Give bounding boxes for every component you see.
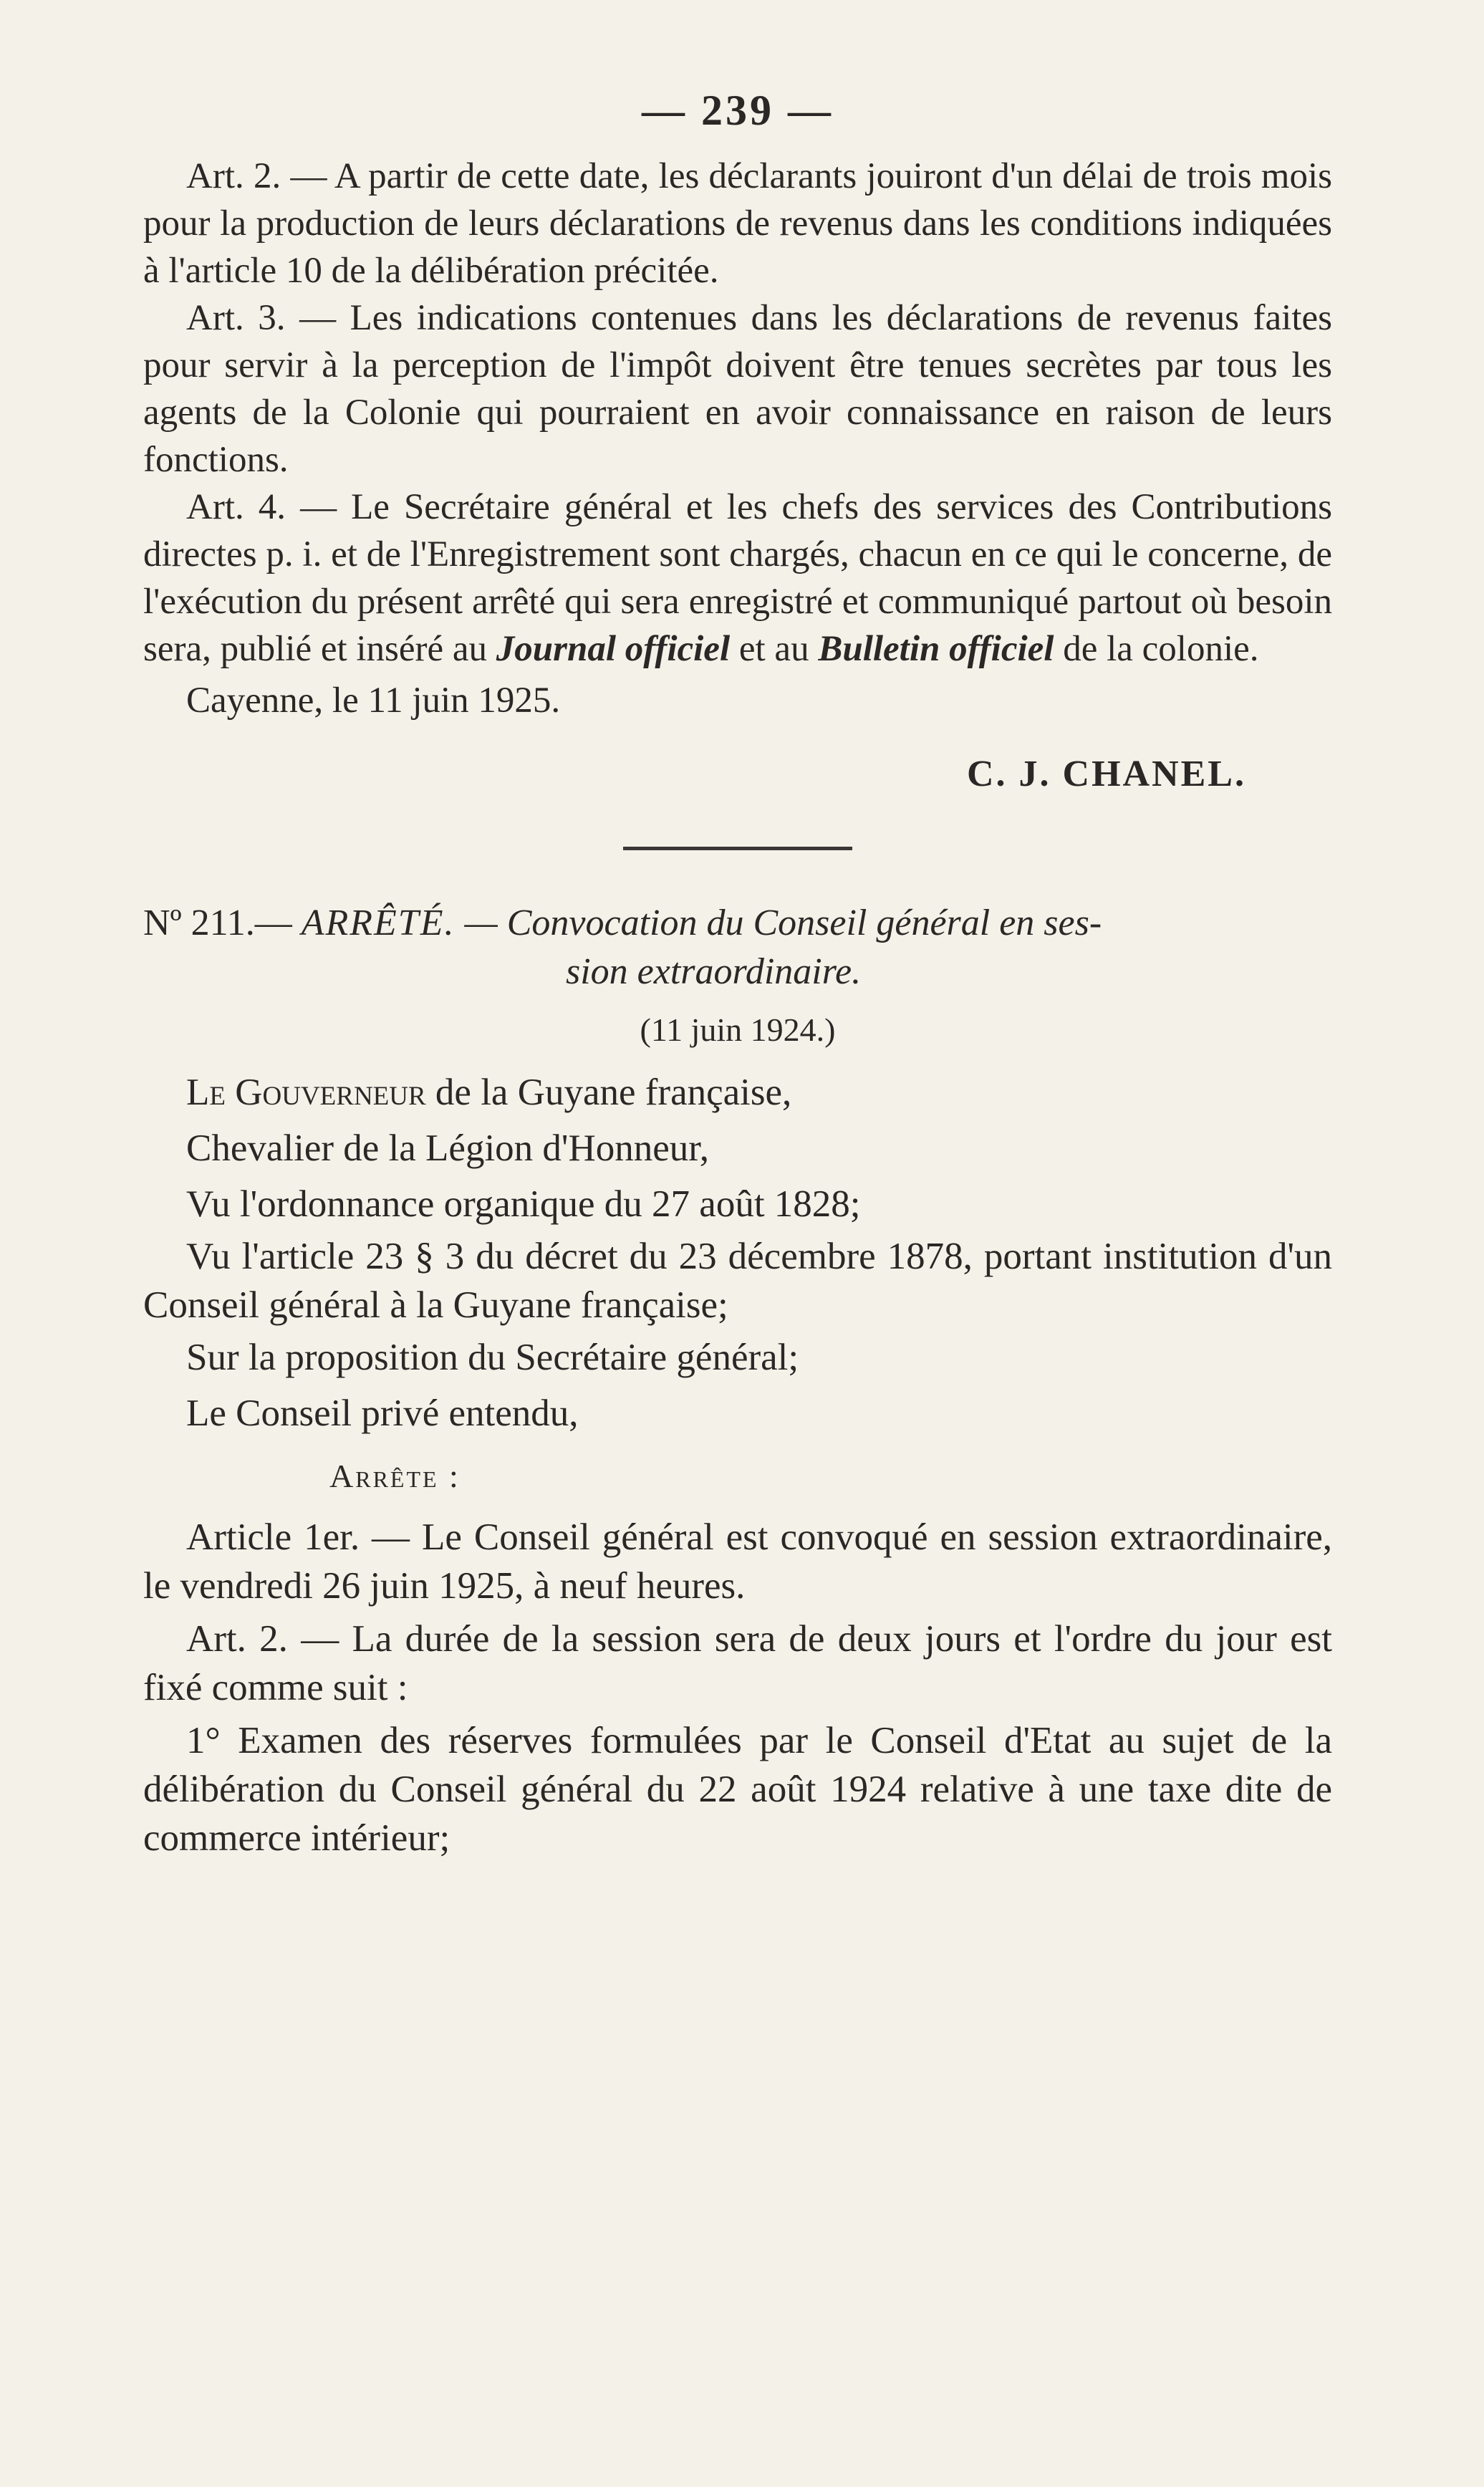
decree-article-2: Art. 2. — La durée de la session sera de deux jours et l'ordre du jour est fixé comme suit :	[143, 1618, 1332, 1708]
decree-body	[143, 1232, 1332, 1329]
decree-title-line2: sion extraordinaire.	[566, 951, 862, 992]
conseil-prive: Le Conseil privé entendu,	[186, 1392, 579, 1434]
decree-kind: ARRÊTÉ.	[301, 903, 456, 943]
article-4-paragraph	[143, 484, 1332, 673]
decree-date: (11 juin 1924.)	[640, 1011, 836, 1048]
decree-articles	[143, 1513, 1332, 1862]
signature: C. J. CHANEL.	[966, 754, 1246, 794]
chevalier-line: Chevalier de la Légion d'Honneur,	[186, 1127, 710, 1169]
article-4-text: Art. 4. — Le Secrétaire général et les chefs des services des Contributions directes p. i. et de l'Enregistrement sont chargés, chacun en ce qui le concerne, de l'exécution du présent arrêté qui sera enregistré et communiqué partout où besoin sera, publié et inséré au	[143, 487, 1332, 669]
place-date: Cayenne, le 11 juin 1925.	[186, 680, 561, 721]
vu-article: Vu l'article 23 § 3 du décret du 23 décembre 1878, portant institution d'un Conseil général à la Guyane française;	[143, 1236, 1332, 1326]
journal-officiel-ref: Journal officiel	[496, 629, 731, 669]
governor-title: Le Gouverneur	[186, 1072, 426, 1113]
decree-title-line1: — Convocation du Conseil général en ses-	[455, 903, 1102, 943]
article-4-connector: et au	[730, 629, 819, 669]
decree-heading	[143, 899, 1332, 996]
governor-rest: de la Guyane française,	[425, 1072, 792, 1113]
decree-number: Nº 211.—	[143, 903, 302, 943]
vu-ordonnance: Vu l'ordonnance organique du 27 août 1828;	[186, 1183, 861, 1225]
arrete-label: Arrête :	[329, 1458, 461, 1494]
document-page	[143, 86, 1332, 1862]
page-number: — 239 —	[642, 87, 834, 134]
article-2-paragraph: Art. 2. — A partir de cette date, les déclarants jouiront d'un délai de trois mois pour la production de leurs déclarations de revenus dans les conditions indiquées à l'article 10 de la délibération précitée.	[143, 156, 1332, 291]
governor-line	[143, 1064, 1332, 1120]
section-divider	[623, 847, 852, 850]
sur-proposition: Sur la proposition du Secrétaire général;	[186, 1337, 799, 1378]
bulletin-officiel-ref: Bulletin officiel	[818, 629, 1054, 669]
article-3-paragraph: Art. 3. — Les indications contenues dans les déclarations de revenus faites pour servir à la perception de l'impôt doivent être tenues secrètes par tous les agents de la Colonie qui pourraient en avoir connaissance en raison de leurs fonctions.	[143, 298, 1332, 480]
decree-article-1: Article 1er. — Le Conseil général est convoqué en session extraordinaire, le vendredi 26 juin 1925, à neuf heures.	[143, 1516, 1332, 1607]
agenda-item-1: 1° Examen des réserves formulées par le Conseil d'Etat au sujet de la délibération du Conseil général du 22 août 1924 relative à une taxe dite de commerce intérieur;	[143, 1720, 1332, 1859]
article-4-end: de la colonie.	[1054, 629, 1259, 669]
